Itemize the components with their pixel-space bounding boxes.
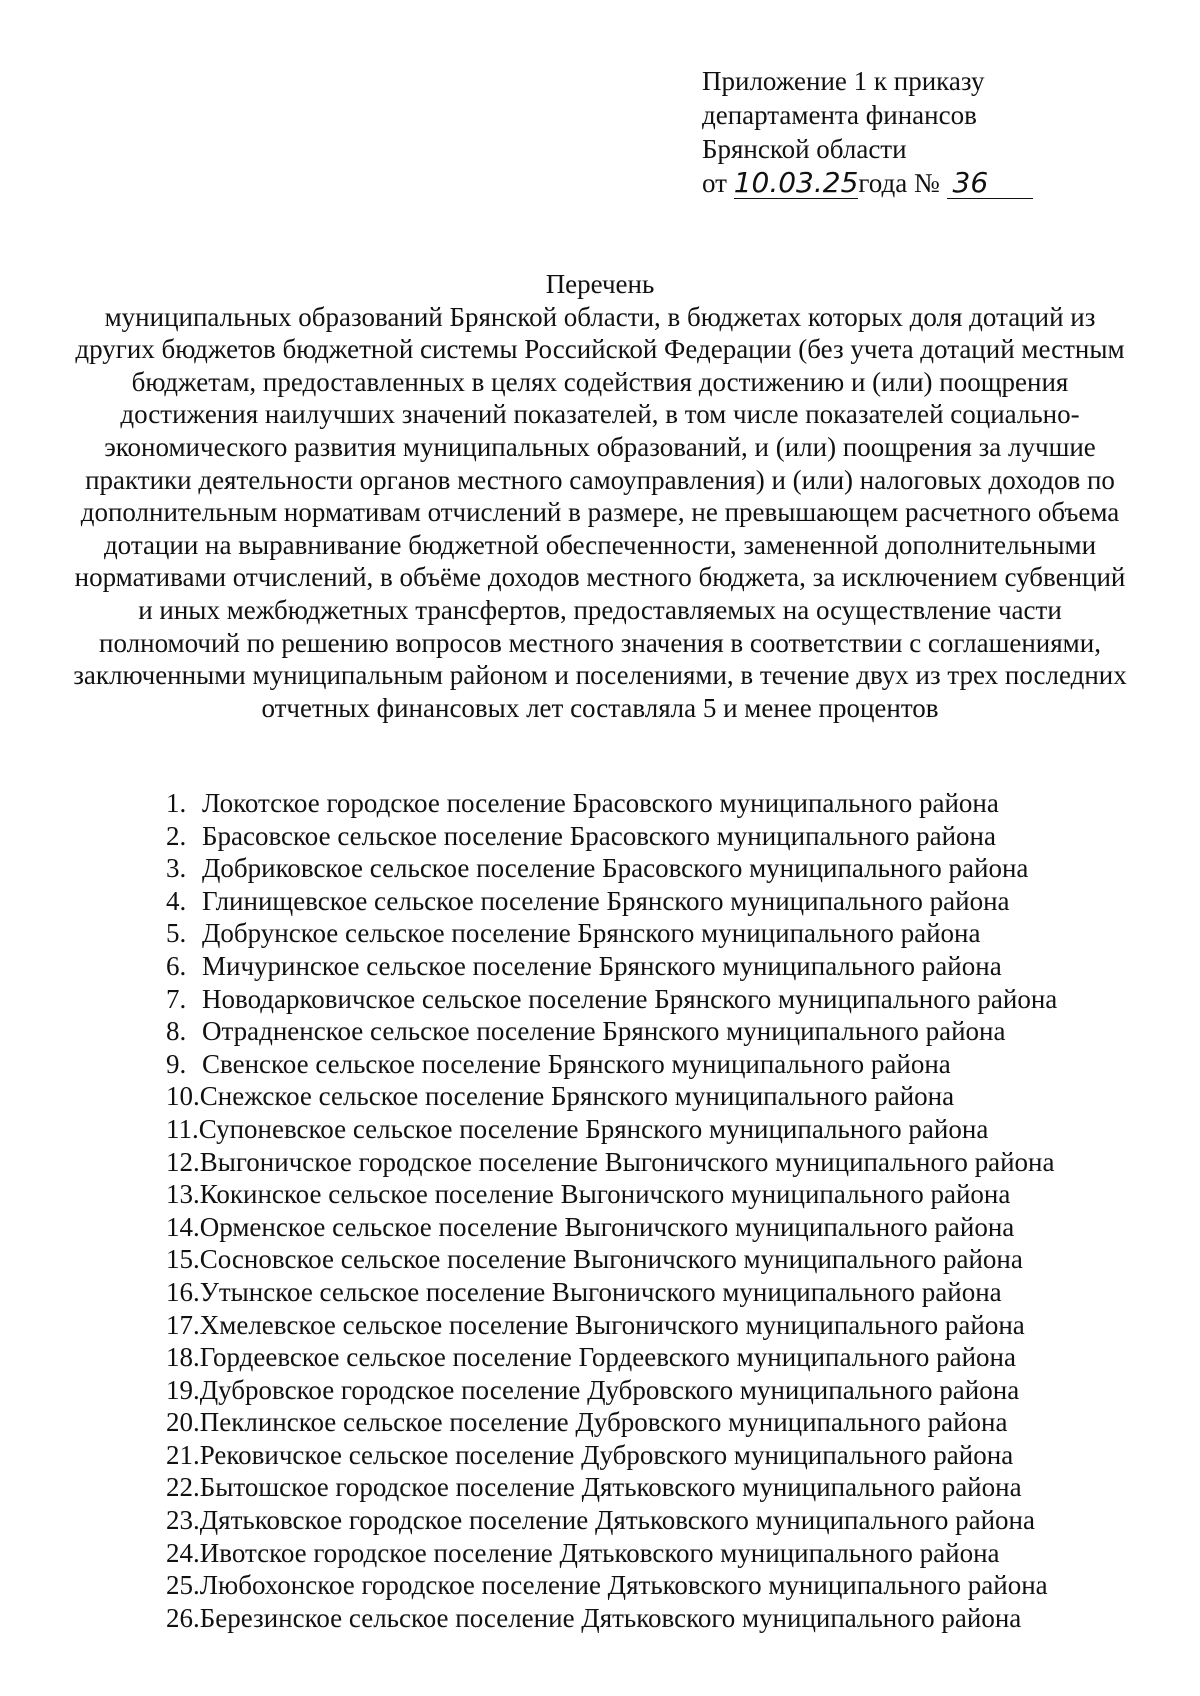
list-item-text: Мичуринское сельское поселение Брянского муниципального района: [202, 950, 1002, 981]
list-item-number: 17.: [166, 1309, 200, 1340]
list-item-number: 4.: [166, 885, 187, 916]
list-item-text: Орменское сельское поселение Выгоничского муниципального района: [199, 1211, 1015, 1242]
list-item-number: 8.: [166, 1016, 187, 1047]
appendix-header: [702, 64, 1033, 200]
list-item-number: 12.: [166, 1146, 200, 1177]
list-item-text: Рековичское сельское поселение Дубровского муниципального района: [199, 1439, 1014, 1470]
list-item: [166, 1309, 1057, 1342]
list-item-number: 10.: [166, 1081, 200, 1112]
number-label: №: [914, 168, 940, 198]
list-item: [166, 787, 1057, 820]
list-item: [166, 1406, 1057, 1439]
list-item-number: 5.: [166, 918, 187, 949]
list-item-number: 9.: [166, 1048, 187, 1079]
title-text: муниципальных образований Брянской области, в бюджетах которых доля дотаций из других бюджетов бюджетной системы Российской Федерации (без учета дотаций местным бюджетам, предоставленных в целях содействия достижению и (или) поощрения достижения наилучших значений показателей, в том числе показателей социально-экономического развития муниципальных образований, и (или) поощрения за лучшие практики деятельности органов местного самоуправления) и (или) налоговых доходов по дополнительным нормативам отчислений в размере, не превышающем расчетного объема дотации на выравнивание бюджетной обеспеченности, замененной дополнительными нормативами отчислений, в объёме доходов местного бюджета, за исключением субвенций и иных межбюджетных трансфертов, предоставляемых на осуществление части полномочий по решению вопросов местного значения в соответствии с соглашениями, заключенными муниципальным районом и поселениями, в течение двух из трех последних отчетных финансовых лет составляла 5 и менее процентов: [73, 301, 1127, 723]
list-item-number: 26.: [166, 1602, 200, 1633]
list-item-text: Ивотское городское поселение Дятьковского муниципального района: [199, 1537, 1000, 1568]
list-item-text: Гордеевское сельское поселение Гордеевского муниципального района: [199, 1342, 1016, 1373]
list-item: [166, 917, 1057, 950]
list-item: [166, 1178, 1057, 1211]
list-item: [166, 1504, 1057, 1537]
list-item-number: 18.: [166, 1342, 200, 1373]
list-item-text: Отрадненское сельское поселение Брянского муниципального района: [202, 1016, 1006, 1047]
list-item: [166, 1276, 1057, 1309]
list-item: [166, 1243, 1057, 1276]
year-label: года: [858, 168, 908, 198]
list-item: [166, 983, 1057, 1016]
list-item-number: 24.: [166, 1537, 200, 1568]
title-heading: Перечень: [545, 269, 655, 299]
list-item-text: Свенское сельское поселение Брянского муниципального района: [202, 1048, 951, 1079]
list-item-number: 7.: [166, 983, 187, 1014]
list-item-text: Локотское городское поселение Брасовского муниципального района: [202, 788, 999, 818]
list-item: [166, 1211, 1057, 1244]
list-item-number: 19.: [166, 1374, 200, 1405]
list-item-number: 16.: [166, 1276, 200, 1307]
list-item-number: 2.: [166, 820, 187, 851]
list-item-text: Березинское сельское поселение Дятьковского муниципального района: [199, 1602, 1022, 1633]
list-item: [166, 1080, 1057, 1113]
list-item-number: 21.: [166, 1439, 200, 1470]
list-item: [166, 1113, 1057, 1146]
list-item-number: 6.: [166, 950, 187, 981]
document-title: [0, 268, 1200, 724]
list-item: [166, 1048, 1057, 1081]
list-item: [166, 852, 1057, 885]
list-item: [166, 1439, 1057, 1472]
list-item-text: Пеклинское сельское поселение Дубровского муниципального района: [199, 1407, 1008, 1438]
handwritten-number: 36: [947, 168, 1033, 199]
list-item-text: Любохонское городское поселение Дятьковского муниципального района: [199, 1570, 1048, 1601]
list-item-text: Кокинское сельское поселение Выгоничского муниципального района: [199, 1179, 1011, 1210]
appendix-line-2: департамента финансов: [702, 100, 977, 130]
list-item: [166, 820, 1057, 853]
list-item-text: Глинищевское сельское поселение Брянского муниципального района: [202, 885, 1010, 916]
list-item-number: 13.: [166, 1179, 200, 1210]
list-item-text: Утынское сельское поселение Выгоничского муниципального района: [199, 1276, 1002, 1307]
list-item: [166, 1537, 1057, 1570]
list-item-text: Хмелевское сельское поселение Выгоничского муниципального района: [199, 1309, 1025, 1340]
list-item: [166, 1146, 1057, 1179]
list-item-text: Снежское сельское поселение Брянского муниципального района: [199, 1081, 955, 1112]
list-item-number: 15.: [166, 1244, 200, 1275]
list-item: [166, 1015, 1057, 1048]
list-item-text: Бытошское городское поселение Дятьковского муниципального района: [199, 1472, 1022, 1503]
list-item-number: 1.: [166, 788, 187, 818]
appendix-line-3: Брянской области: [702, 134, 907, 164]
handwritten-date: 10.03.25: [733, 166, 859, 199]
list-item-number: 22.: [166, 1472, 200, 1503]
list-item-text: Выгоничское городское поселение Выгоничского муниципального района: [199, 1146, 1055, 1177]
list-item-text: Сосновское сельское поселение Выгоничского муниципального района: [199, 1244, 1023, 1275]
list-item-text: Добриковское сельское поселение Брасовского муниципального района: [202, 853, 1029, 884]
list-item: [166, 1569, 1057, 1602]
list-item-text: Брасовское сельское поселение Брасовского муниципального района: [202, 820, 996, 851]
list-item-number: 11.: [166, 1113, 199, 1144]
list-item-number: 3.: [166, 853, 187, 884]
list-item-number: 20.: [166, 1407, 200, 1438]
list-item-number: 25.: [166, 1570, 200, 1601]
list-item-text: Дубровское городское поселение Дубровского муниципального района: [199, 1374, 1020, 1405]
list-item: [166, 950, 1057, 983]
appendix-line-1: Приложение 1 к приказу: [702, 66, 985, 96]
list-item-number: 14.: [166, 1211, 200, 1242]
list-item-number: 23.: [166, 1505, 200, 1536]
appendix-date-line: [702, 166, 1033, 200]
list-item-text: Добрунское сельское поселение Брянского муниципального района: [202, 918, 981, 949]
list-item: [166, 1374, 1057, 1407]
list-item: [166, 885, 1057, 918]
list-item-text: Супоневское сельское поселение Брянского муниципального района: [198, 1113, 989, 1144]
list-item-text: Дятьковское городское поселение Дятьковского муниципального района: [199, 1505, 1035, 1536]
list-item: [166, 1471, 1057, 1504]
list-item-text: Новодарковичское сельское поселение Брянского муниципального района: [202, 983, 1058, 1014]
from-label: от: [702, 168, 727, 198]
municipality-list: [166, 787, 1057, 1634]
list-item: [166, 1602, 1057, 1635]
list-item: [166, 1341, 1057, 1374]
